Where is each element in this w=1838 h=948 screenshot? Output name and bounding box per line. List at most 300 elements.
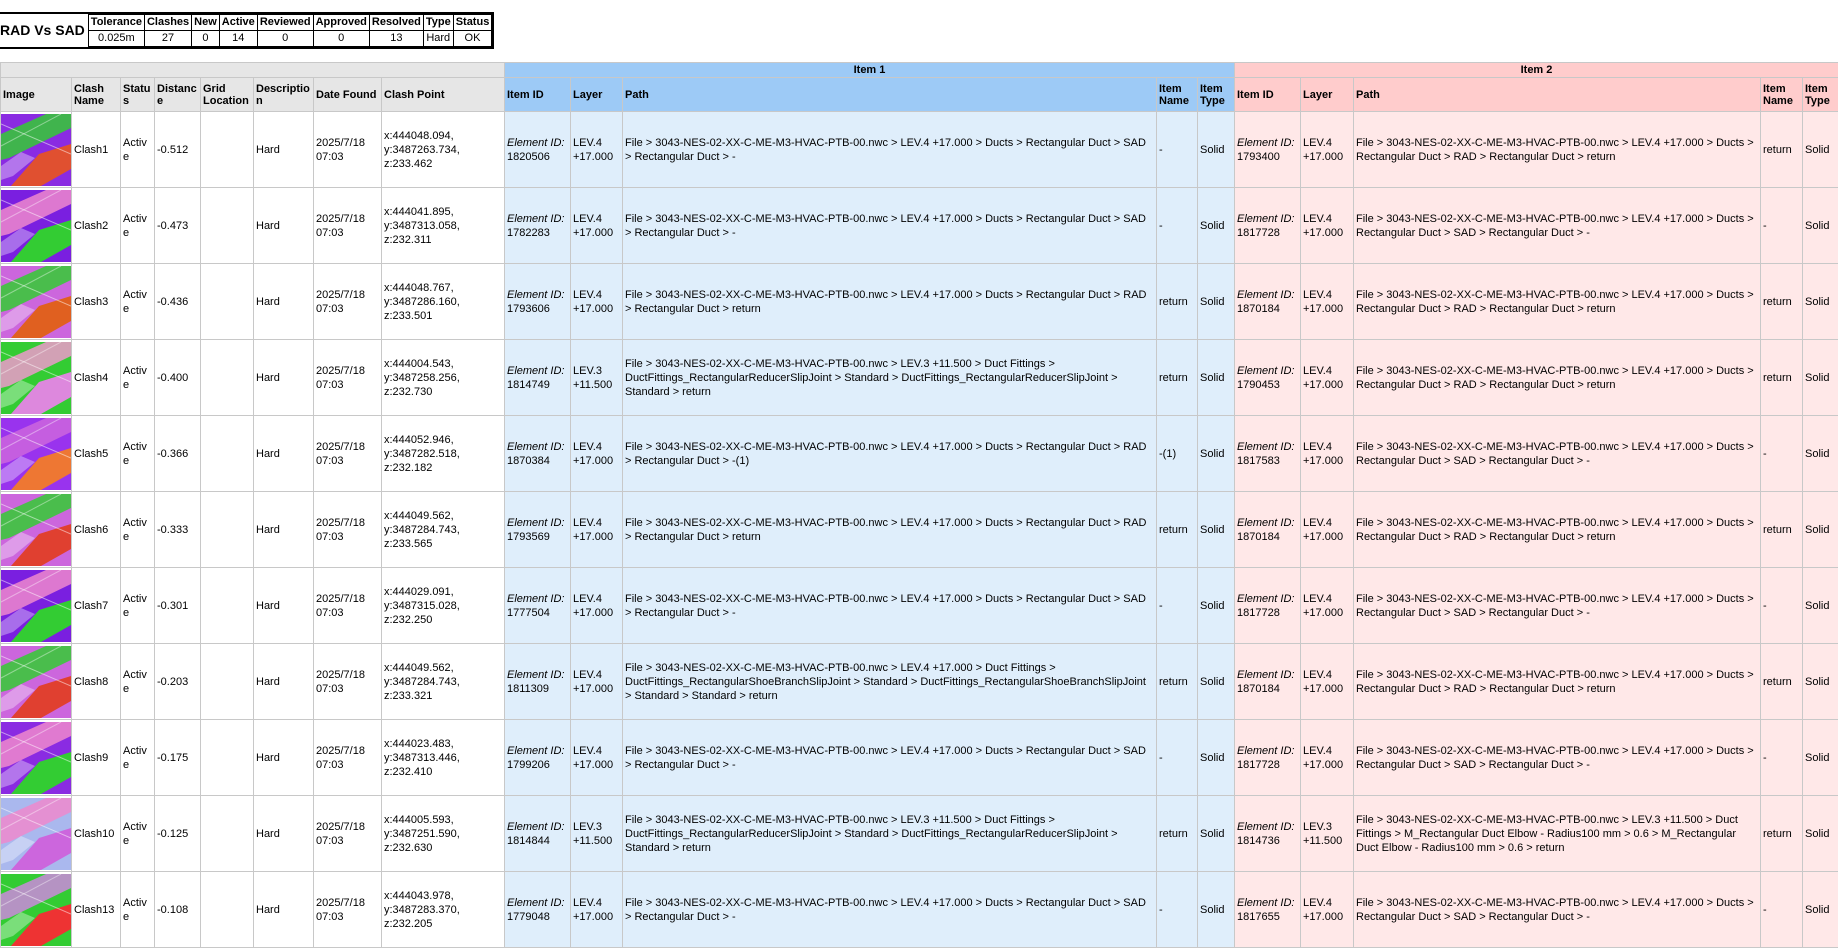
element-id-value: 1782283: [507, 227, 550, 239]
image-cell[interactable]: [1, 872, 72, 948]
clash-status: Active: [121, 112, 155, 188]
item1-name: -: [1157, 872, 1198, 948]
summary-value: 0: [257, 31, 313, 47]
clash-point: x:444005.593, y:3487251.590, z:232.630: [382, 796, 505, 872]
item2-layer: LEV.3 +11.500: [1301, 796, 1354, 872]
item1-id-cell: [505, 872, 571, 948]
item2-name: -: [1761, 416, 1803, 492]
table-row: [1, 416, 1838, 492]
clash-status: Active: [121, 644, 155, 720]
item2-path: File > 3043-NES-02-XX-C-ME-M3-HVAC-PTB-00.nwc > LEV.4 +17.000 > Ducts > Rectangular Duct > SAD > Rectangular Duct > -: [1354, 416, 1761, 492]
clash-thumbnail-image[interactable]: [1, 874, 71, 946]
item2-name: -: [1761, 188, 1803, 264]
item2-path: File > 3043-NES-02-XX-C-ME-M3-HVAC-PTB-00.nwc > LEV.3 +11.500 > Duct Fittings > M_Rectangular Duct Elbow - Radius100 mm > 0.6 > M_Rectangular Duct Elbow - Radius100 mm > 0.6 > return: [1354, 796, 1761, 872]
clash-thumbnail-image[interactable]: [1, 646, 71, 718]
clash-point: x:444048.767, y:3487286.160, z:233.501: [382, 264, 505, 340]
clash-description: Hard: [254, 872, 314, 948]
element-id-value: 1777504: [507, 607, 550, 619]
item2-id-cell: [1235, 796, 1301, 872]
element-id-label: Element ID:: [507, 441, 564, 453]
col-distance: Distance: [155, 78, 201, 112]
item2-id-cell: [1235, 112, 1301, 188]
clash-name: Clash13: [72, 872, 121, 948]
element-id-label: Element ID:: [507, 213, 564, 225]
element-id-label: Element ID:: [1237, 745, 1294, 757]
date-found: 2025/7/18 07:03: [314, 796, 382, 872]
grid-location: [201, 416, 254, 492]
item1-type: Solid: [1198, 416, 1235, 492]
item1-layer: LEV.3 +11.500: [571, 796, 623, 872]
summary-value: 0: [192, 31, 220, 47]
col-item1-name: Item Name: [1157, 78, 1198, 112]
item1-layer: LEV.3 +11.500: [571, 340, 623, 416]
element-id-label: Element ID:: [507, 897, 564, 909]
item2-name: return: [1761, 264, 1803, 340]
item2-name: return: [1761, 644, 1803, 720]
clash-thumbnail-image[interactable]: [1, 190, 71, 262]
item2-layer: LEV.4 +17.000: [1301, 872, 1354, 948]
element-id-value: 1779048: [507, 911, 550, 923]
item2-id-cell: [1235, 188, 1301, 264]
item2-name: -: [1761, 872, 1803, 948]
element-id-value: 1820506: [507, 151, 550, 163]
clash-distance: -0.108: [155, 872, 201, 948]
element-id-label: Element ID:: [1237, 897, 1294, 909]
clash-thumbnail-image[interactable]: [1, 114, 71, 186]
image-cell[interactable]: [1, 112, 72, 188]
element-id-value: 1817728: [1237, 227, 1280, 239]
element-id-value: 1793569: [507, 531, 550, 543]
item2-type: Solid: [1803, 492, 1838, 568]
table-row: [1, 720, 1838, 796]
grid-location: [201, 796, 254, 872]
item1-type: Solid: [1198, 492, 1235, 568]
clash-description: Hard: [254, 796, 314, 872]
item1-path: File > 3043-NES-02-XX-C-ME-M3-HVAC-PTB-00.nwc > LEV.4 +17.000 > Ducts > Rectangular Duct > SAD > Rectangular Duct > -: [623, 188, 1157, 264]
item2-path: File > 3043-NES-02-XX-C-ME-M3-HVAC-PTB-00.nwc > LEV.4 +17.000 > Ducts > Rectangular Duct > SAD > Rectangular Duct > -: [1354, 720, 1761, 796]
image-cell[interactable]: [1, 568, 72, 644]
clash-description: Hard: [254, 188, 314, 264]
item1-id-cell: [505, 416, 571, 492]
element-id-value: 1793606: [507, 303, 550, 315]
table-row: [1, 644, 1838, 720]
item1-name: -: [1157, 720, 1198, 796]
clash-name: Clash4: [72, 340, 121, 416]
clash-description: Hard: [254, 492, 314, 568]
clash-thumbnail-image[interactable]: [1, 418, 71, 490]
item2-path: File > 3043-NES-02-XX-C-ME-M3-HVAC-PTB-00.nwc > LEV.4 +17.000 > Ducts > Rectangular Duct > RAD > Rectangular Duct > return: [1354, 492, 1761, 568]
clash-results-table: [0, 62, 1838, 948]
item1-name: return: [1157, 264, 1198, 340]
clash-description: Hard: [254, 264, 314, 340]
grid-location: [201, 264, 254, 340]
item2-type: Solid: [1803, 720, 1838, 796]
element-id-value: 1817728: [1237, 759, 1280, 771]
clash-thumbnail-image[interactable]: [1, 798, 71, 870]
col-grid-location: Grid Location: [201, 78, 254, 112]
item1-name: -: [1157, 188, 1198, 264]
item1-layer: LEV.4 +17.000: [571, 492, 623, 568]
grid-location: [201, 112, 254, 188]
item2-type: Solid: [1803, 264, 1838, 340]
group-header-item1: Item 1: [505, 63, 1235, 78]
item2-id-cell: [1235, 492, 1301, 568]
element-id-value: 1817655: [1237, 911, 1280, 923]
item2-id-cell: [1235, 568, 1301, 644]
item2-layer: LEV.4 +17.000: [1301, 492, 1354, 568]
col-item2-id: Item ID: [1235, 78, 1301, 112]
summary-value: Hard: [423, 31, 453, 47]
item1-type: Solid: [1198, 720, 1235, 796]
clash-point: x:444043.978, y:3487283.370, z:232.205: [382, 872, 505, 948]
element-id-label: Element ID:: [507, 745, 564, 757]
table-row: [1, 492, 1838, 568]
clash-point: x:444052.946, y:3487282.518, z:232.182: [382, 416, 505, 492]
element-id-value: 1814749: [507, 379, 550, 391]
table-row: [1, 340, 1838, 416]
grid-location: [201, 872, 254, 948]
grid-location: [201, 644, 254, 720]
item1-type: Solid: [1198, 872, 1235, 948]
item1-id-cell: [505, 796, 571, 872]
test-title: RAD Vs SAD: [0, 15, 88, 47]
clash-status: Active: [121, 416, 155, 492]
summary-label: Reviewed: [257, 15, 313, 31]
element-id-label: Element ID:: [507, 821, 564, 833]
clash-thumbnail-image[interactable]: [1, 722, 71, 794]
col-item1-id: Item ID: [505, 78, 571, 112]
summary-value: OK: [453, 31, 492, 47]
clash-description: Hard: [254, 112, 314, 188]
item1-type: Solid: [1198, 340, 1235, 416]
element-id-value: 1870184: [1237, 683, 1280, 695]
image-cell[interactable]: [1, 644, 72, 720]
item1-type: Solid: [1198, 644, 1235, 720]
item1-id-cell: [505, 188, 571, 264]
item1-name: return: [1157, 340, 1198, 416]
date-found: 2025/7/18 07:03: [314, 264, 382, 340]
item1-id-cell: [505, 264, 571, 340]
item2-type: Solid: [1803, 112, 1838, 188]
item1-id-cell: [505, 720, 571, 796]
item1-path: File > 3043-NES-02-XX-C-ME-M3-HVAC-PTB-00.nwc > LEV.3 +11.500 > Duct Fittings > DuctFittings_RectangularReducerSlipJoint > Standard > DuctFittings_RectangularReducerSlipJoint > Standard > return: [623, 796, 1157, 872]
col-clash-name: Clash Name: [72, 78, 121, 112]
clash-description: Hard: [254, 644, 314, 720]
item2-path: File > 3043-NES-02-XX-C-ME-M3-HVAC-PTB-00.nwc > LEV.4 +17.000 > Ducts > Rectangular Duct > RAD > Rectangular Duct > return: [1354, 644, 1761, 720]
element-id-value: 1870384: [507, 455, 550, 467]
item2-id-cell: [1235, 264, 1301, 340]
image-cell[interactable]: [1, 340, 72, 416]
item2-id-cell: [1235, 340, 1301, 416]
item1-path: File > 3043-NES-02-XX-C-ME-M3-HVAC-PTB-00.nwc > LEV.4 +17.000 > Ducts > Rectangular Duct > SAD > Rectangular Duct > -: [623, 720, 1157, 796]
item2-path: File > 3043-NES-02-XX-C-ME-M3-HVAC-PTB-00.nwc > LEV.4 +17.000 > Ducts > Rectangular Duct > RAD > Rectangular Duct > return: [1354, 340, 1761, 416]
group-header-blank: [1, 63, 505, 78]
image-cell[interactable]: [1, 492, 72, 568]
col-item2-path: Path: [1354, 78, 1761, 112]
clash-distance: -0.366: [155, 416, 201, 492]
summary-label: Approved: [313, 15, 369, 31]
clash-thumbnail-image[interactable]: [1, 342, 71, 414]
item2-type: Solid: [1803, 568, 1838, 644]
grid-location: [201, 568, 254, 644]
clash-description: Hard: [254, 568, 314, 644]
grid-location: [201, 340, 254, 416]
clash-point: x:444049.562, y:3487284.743, z:233.321: [382, 644, 505, 720]
clash-name: Clash2: [72, 188, 121, 264]
item1-type: Solid: [1198, 568, 1235, 644]
col-image: Image: [1, 78, 72, 112]
element-id-label: Element ID:: [507, 669, 564, 681]
item2-layer: LEV.4 +17.000: [1301, 720, 1354, 796]
item1-name: return: [1157, 492, 1198, 568]
item1-layer: LEV.4 +17.000: [571, 644, 623, 720]
item1-id-cell: [505, 492, 571, 568]
element-id-value: 1814736: [1237, 835, 1280, 847]
item2-type: Solid: [1803, 644, 1838, 720]
clash-status: Active: [121, 872, 155, 948]
col-item2-name: Item Name: [1761, 78, 1803, 112]
clash-name: Clash1: [72, 112, 121, 188]
item2-path: File > 3043-NES-02-XX-C-ME-M3-HVAC-PTB-00.nwc > LEV.4 +17.000 > Ducts > Rectangular Duct > RAD > Rectangular Duct > return: [1354, 264, 1761, 340]
image-cell[interactable]: [1, 720, 72, 796]
item1-path: File > 3043-NES-02-XX-C-ME-M3-HVAC-PTB-00.nwc > LEV.4 +17.000 > Ducts > Rectangular Duct > SAD > Rectangular Duct > -: [623, 872, 1157, 948]
table-row: [1, 188, 1838, 264]
grid-location: [201, 492, 254, 568]
item2-name: -: [1761, 568, 1803, 644]
item2-name: return: [1761, 796, 1803, 872]
table-row: [1, 872, 1838, 948]
date-found: 2025/7/18 07:03: [314, 720, 382, 796]
item1-id-cell: [505, 568, 571, 644]
table-row: [1, 112, 1838, 188]
clash-status: Active: [121, 264, 155, 340]
item1-id-cell: [505, 112, 571, 188]
item1-name: -: [1157, 112, 1198, 188]
col-description: Description: [254, 78, 314, 112]
item1-name: -(1): [1157, 416, 1198, 492]
element-id-value: 1814844: [507, 835, 550, 847]
clash-status: Active: [121, 796, 155, 872]
date-found: 2025/7/18 07:03: [314, 492, 382, 568]
summary-label: New: [192, 15, 220, 31]
grid-location: [201, 188, 254, 264]
item2-type: Solid: [1803, 416, 1838, 492]
item2-id-cell: [1235, 872, 1301, 948]
summary-value: 14: [219, 31, 257, 47]
col-item1-path: Path: [623, 78, 1157, 112]
element-id-value: 1799206: [507, 759, 550, 771]
item1-type: Solid: [1198, 796, 1235, 872]
clash-status: Active: [121, 188, 155, 264]
item2-name: return: [1761, 340, 1803, 416]
item2-name: -: [1761, 720, 1803, 796]
clash-point: x:444004.543, y:3487258.256, z:232.730: [382, 340, 505, 416]
image-cell[interactable]: [1, 188, 72, 264]
date-found: 2025/7/18 07:03: [314, 644, 382, 720]
clash-point: x:444048.094, y:3487263.734, z:233.462: [382, 112, 505, 188]
element-id-label: Element ID:: [1237, 137, 1294, 149]
element-id-label: Element ID:: [1237, 669, 1294, 681]
date-found: 2025/7/18 07:03: [314, 872, 382, 948]
date-found: 2025/7/18 07:03: [314, 416, 382, 492]
element-id-value: 1870184: [1237, 303, 1280, 315]
grid-location: [201, 720, 254, 796]
element-id-label: Element ID:: [507, 289, 564, 301]
item1-name: return: [1157, 644, 1198, 720]
clash-name: Clash5: [72, 416, 121, 492]
col-status: Status: [121, 78, 155, 112]
item1-path: File > 3043-NES-02-XX-C-ME-M3-HVAC-PTB-00.nwc > LEV.4 +17.000 > Ducts > Rectangular Duct > RAD > Rectangular Duct > return: [623, 492, 1157, 568]
clash-thumbnail-image[interactable]: [1, 570, 71, 642]
summary-value: 0.025m: [88, 31, 144, 47]
element-id-label: Element ID:: [1237, 289, 1294, 301]
clash-name: Clash9: [72, 720, 121, 796]
clash-status: Active: [121, 568, 155, 644]
clash-status: Active: [121, 492, 155, 568]
element-id-label: Element ID:: [1237, 365, 1294, 377]
item2-layer: LEV.4 +17.000: [1301, 112, 1354, 188]
item1-layer: LEV.4 +17.000: [571, 416, 623, 492]
item1-path: File > 3043-NES-02-XX-C-ME-M3-HVAC-PTB-00.nwc > LEV.4 +17.000 > Ducts > Rectangular Duct > SAD > Rectangular Duct > -: [623, 112, 1157, 188]
summary-label: Tolerance: [88, 15, 144, 31]
item2-id-cell: [1235, 416, 1301, 492]
element-id-label: Element ID:: [1237, 593, 1294, 605]
element-id-value: 1811309: [507, 683, 549, 695]
item1-path: File > 3043-NES-02-XX-C-ME-M3-HVAC-PTB-00.nwc > LEV.4 +17.000 > Ducts > Rectangular Duct > RAD > Rectangular Duct > -(1): [623, 416, 1157, 492]
clash-distance: -0.175: [155, 720, 201, 796]
item1-layer: LEV.4 +17.000: [571, 112, 623, 188]
summary-label: Type: [423, 15, 453, 31]
element-id-label: Element ID:: [1237, 821, 1294, 833]
image-cell[interactable]: [1, 796, 72, 872]
element-id-value: 1817728: [1237, 607, 1280, 619]
item2-layer: LEV.4 +17.000: [1301, 568, 1354, 644]
table-row: [1, 796, 1838, 872]
item2-layer: LEV.4 +17.000: [1301, 340, 1354, 416]
element-id-label: Element ID:: [507, 137, 564, 149]
clash-name: Clash7: [72, 568, 121, 644]
col-item2-layer: Layer: [1301, 78, 1354, 112]
item1-type: Solid: [1198, 264, 1235, 340]
summary-value: 0: [313, 31, 369, 47]
item1-name: return: [1157, 796, 1198, 872]
clash-name: Clash10: [72, 796, 121, 872]
clash-point: x:444023.483, y:3487313.446, z:232.410: [382, 720, 505, 796]
element-id-value: 1790453: [1237, 379, 1280, 391]
element-id-value: 1870184: [1237, 531, 1280, 543]
item1-path: File > 3043-NES-02-XX-C-ME-M3-HVAC-PTB-00.nwc > LEV.4 +17.000 > Ducts > Rectangular Duct > RAD > Rectangular Duct > return: [623, 264, 1157, 340]
clash-description: Hard: [254, 416, 314, 492]
item1-path: File > 3043-NES-02-XX-C-ME-M3-HVAC-PTB-00.nwc > LEV.4 +17.000 > Ducts > Rectangular Duct > SAD > Rectangular Duct > -: [623, 568, 1157, 644]
table-row: [1, 568, 1838, 644]
element-id-label: Element ID:: [507, 517, 564, 529]
element-id-label: Element ID:: [1237, 517, 1294, 529]
item2-path: File > 3043-NES-02-XX-C-ME-M3-HVAC-PTB-00.nwc > LEV.4 +17.000 > Ducts > Rectangular Duct > SAD > Rectangular Duct > -: [1354, 568, 1761, 644]
clash-distance: -0.473: [155, 188, 201, 264]
clash-distance: -0.512: [155, 112, 201, 188]
item1-layer: LEV.4 +17.000: [571, 568, 623, 644]
item2-type: Solid: [1803, 872, 1838, 948]
summary-label: Status: [453, 15, 492, 31]
element-id-label: Element ID:: [507, 365, 564, 377]
item1-path: File > 3043-NES-02-XX-C-ME-M3-HVAC-PTB-00.nwc > LEV.4 +17.000 > Duct Fittings > DuctFittings_RectangularShoeBranchSlipJoint > Standard > DuctFittings_RectangularShoeBranchSlipJoint > Standard > Standard > return: [623, 644, 1157, 720]
item1-layer: LEV.4 +17.000: [571, 872, 623, 948]
element-id-value: 1793400: [1237, 151, 1280, 163]
item2-path: File > 3043-NES-02-XX-C-ME-M3-HVAC-PTB-00.nwc > LEV.4 +17.000 > Ducts > Rectangular Duct > SAD > Rectangular Duct > -: [1354, 872, 1761, 948]
item2-layer: LEV.4 +17.000: [1301, 416, 1354, 492]
item2-name: return: [1761, 112, 1803, 188]
clash-status: Active: [121, 340, 155, 416]
item2-path: File > 3043-NES-02-XX-C-ME-M3-HVAC-PTB-00.nwc > LEV.4 +17.000 > Ducts > Rectangular Duct > RAD > Rectangular Duct > return: [1354, 112, 1761, 188]
summary-value: 27: [144, 31, 191, 47]
summary-label: Clashes: [144, 15, 191, 31]
item2-type: Solid: [1803, 796, 1838, 872]
item1-name: -: [1157, 568, 1198, 644]
element-id-label: Element ID:: [507, 593, 564, 605]
image-cell[interactable]: [1, 416, 72, 492]
clash-name: Clash3: [72, 264, 121, 340]
item2-name: return: [1761, 492, 1803, 568]
element-id-value: 1817583: [1237, 455, 1280, 467]
clash-point: x:444049.562, y:3487284.743, z:233.565: [382, 492, 505, 568]
clash-point: x:444029.091, y:3487315.028, z:232.250: [382, 568, 505, 644]
date-found: 2025/7/18 07:03: [314, 188, 382, 264]
clash-description: Hard: [254, 340, 314, 416]
clash-thumbnail-image[interactable]: [1, 266, 71, 338]
summary-label: Resolved: [369, 15, 423, 31]
clash-name: Clash8: [72, 644, 121, 720]
clash-name: Clash6: [72, 492, 121, 568]
item2-id-cell: [1235, 644, 1301, 720]
summary-label: Active: [219, 15, 257, 31]
item2-type: Solid: [1803, 340, 1838, 416]
item1-layer: LEV.4 +17.000: [571, 188, 623, 264]
item1-id-cell: [505, 340, 571, 416]
clash-distance: -0.203: [155, 644, 201, 720]
clash-thumbnail-image[interactable]: [1, 494, 71, 566]
element-id-label: Element ID:: [1237, 213, 1294, 225]
image-cell[interactable]: [1, 264, 72, 340]
item2-layer: LEV.4 +17.000: [1301, 644, 1354, 720]
table-row: [1, 264, 1838, 340]
item2-path: File > 3043-NES-02-XX-C-ME-M3-HVAC-PTB-00.nwc > LEV.4 +17.000 > Ducts > Rectangular Duct > SAD > Rectangular Duct > -: [1354, 188, 1761, 264]
col-clash-point: Clash Point: [382, 78, 505, 112]
element-id-label: Element ID:: [1237, 441, 1294, 453]
item2-layer: LEV.4 +17.000: [1301, 188, 1354, 264]
item1-type: Solid: [1198, 112, 1235, 188]
date-found: 2025/7/18 07:03: [314, 112, 382, 188]
col-item1-type: Item Type: [1198, 78, 1235, 112]
col-item2-type: Item Type: [1803, 78, 1838, 112]
item2-id-cell: [1235, 720, 1301, 796]
group-header-item2: Item 2: [1235, 63, 1838, 78]
date-found: 2025/7/18 07:03: [314, 340, 382, 416]
clash-distance: -0.333: [155, 492, 201, 568]
item1-id-cell: [505, 644, 571, 720]
item1-type: Solid: [1198, 188, 1235, 264]
clash-summary-table: [0, 14, 492, 47]
item2-type: Solid: [1803, 188, 1838, 264]
clash-distance: -0.125: [155, 796, 201, 872]
clash-point: x:444041.895, y:3487313.058, z:232.311: [382, 188, 505, 264]
item1-layer: LEV.4 +17.000: [571, 264, 623, 340]
col-item1-layer: Layer: [571, 78, 623, 112]
item2-layer: LEV.4 +17.000: [1301, 264, 1354, 340]
clash-distance: -0.301: [155, 568, 201, 644]
date-found: 2025/7/18 07:03: [314, 568, 382, 644]
clash-distance: -0.436: [155, 264, 201, 340]
clash-description: Hard: [254, 720, 314, 796]
